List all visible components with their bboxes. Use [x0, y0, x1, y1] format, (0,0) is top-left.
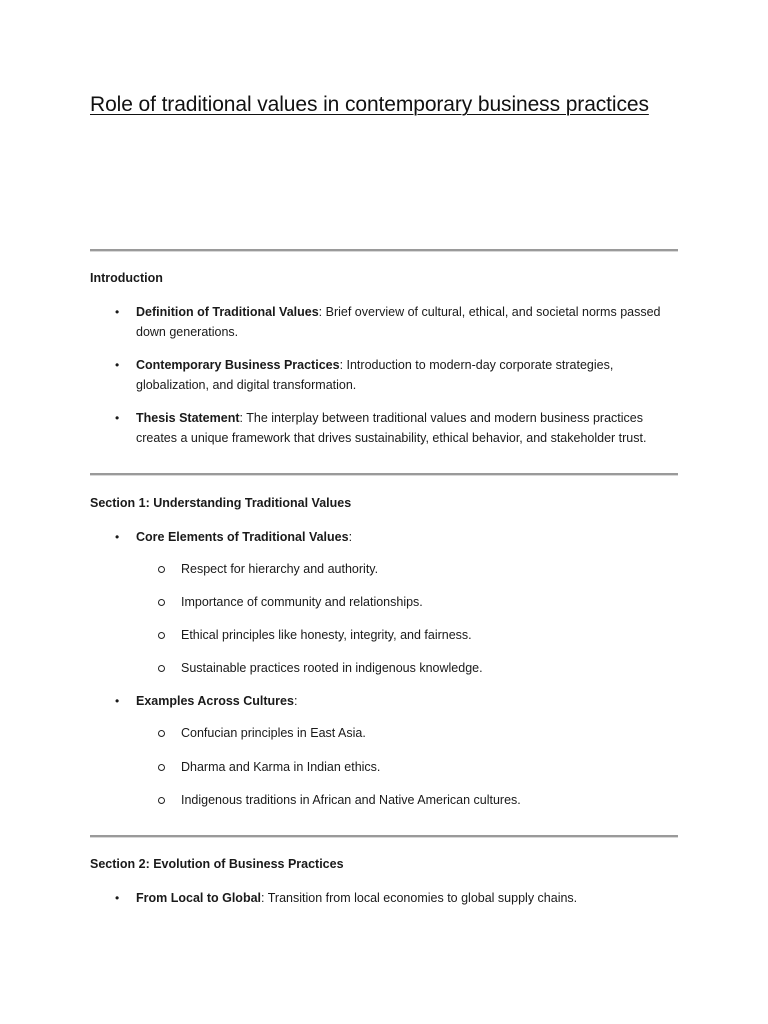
horizontal-rule — [90, 473, 678, 475]
circle-bullet-icon — [158, 797, 165, 804]
list-item-description: : Introduction to modern-day corporate strategies, globalization, and digital transformation. — [136, 358, 614, 392]
list-item — [115, 888, 675, 908]
list-item-term: Examples Across Cultures — [136, 694, 294, 708]
circle-bullet-icon — [158, 566, 165, 573]
list-item-term: Definition of Traditional Values — [136, 305, 319, 319]
circle-bullet-icon — [158, 632, 165, 639]
horizontal-rule — [90, 249, 678, 251]
circle-bullet-icon — [158, 665, 165, 672]
list-item-description: : The interplay between traditional values and modern business practices creates a unique framework that drives sustainability, ethical behavior, and stakeholder trust. — [136, 411, 647, 445]
sub-list-item — [158, 658, 678, 678]
bullet-icon: • — [115, 305, 120, 319]
list-item-term: Contemporary Business Practices — [136, 358, 340, 372]
list-item-term: Core Elements of Traditional Values — [136, 530, 349, 544]
introduction-heading: Introduction — [90, 271, 163, 285]
sub-list-item-text: Respect for hierarchy and authority. — [181, 562, 379, 576]
list-item-text — [136, 527, 675, 547]
sub-list-item-text: Dharma and Karma in Indian ethics. — [181, 760, 381, 774]
list-item — [115, 302, 675, 342]
list-item-suffix: : — [348, 530, 353, 544]
sub-list-item — [158, 625, 678, 645]
section2-heading: Section 2: Evolution of Business Practices — [90, 857, 344, 871]
sub-list-item — [158, 757, 678, 777]
list-item-suffix: : — [293, 694, 298, 708]
sub-list-item-text: Indigenous traditions in African and Native American cultures. — [181, 793, 521, 807]
list-item — [115, 691, 675, 711]
bullet-icon: • — [115, 891, 120, 905]
circle-bullet-icon — [158, 599, 165, 606]
sub-list-item — [158, 592, 678, 612]
sub-list-item-text: Confucian principles in East Asia. — [181, 726, 366, 740]
sub-list-item — [158, 559, 678, 579]
bullet-icon: • — [115, 530, 120, 544]
list-item-description: : Transition from local economies to global supply chains. — [261, 891, 578, 905]
document-title: Role of traditional values in contemporary business practices — [90, 93, 649, 116]
list-item — [115, 355, 675, 395]
circle-bullet-icon — [158, 764, 165, 771]
list-item-text — [136, 691, 675, 711]
section1-heading: Section 1: Understanding Traditional Values — [90, 496, 352, 510]
bullet-icon: • — [115, 411, 120, 425]
circle-bullet-icon — [158, 730, 165, 737]
list-item — [115, 408, 675, 448]
sub-list-item-text: Ethical principles like honesty, integrity, and fairness. — [181, 628, 472, 642]
list-item-text — [136, 355, 675, 395]
sub-list-item — [158, 790, 678, 810]
list-item-term: From Local to Global — [136, 891, 262, 905]
horizontal-rule — [90, 835, 678, 837]
list-item-description: : Brief overview of cultural, ethical, and societal norms passed down generations. — [136, 305, 661, 339]
list-item-term: Thesis Statement — [136, 411, 240, 425]
list-item-text — [136, 302, 675, 342]
list-item — [115, 527, 675, 547]
sub-list-item-text: Importance of community and relationships. — [181, 595, 423, 609]
list-item-text — [136, 888, 675, 908]
sub-list-item-text: Sustainable practices rooted in indigenous knowledge. — [181, 661, 483, 675]
sub-list-item — [158, 723, 678, 743]
list-item-text — [136, 408, 675, 448]
bullet-icon: • — [115, 358, 120, 372]
bullet-icon: • — [115, 694, 120, 708]
